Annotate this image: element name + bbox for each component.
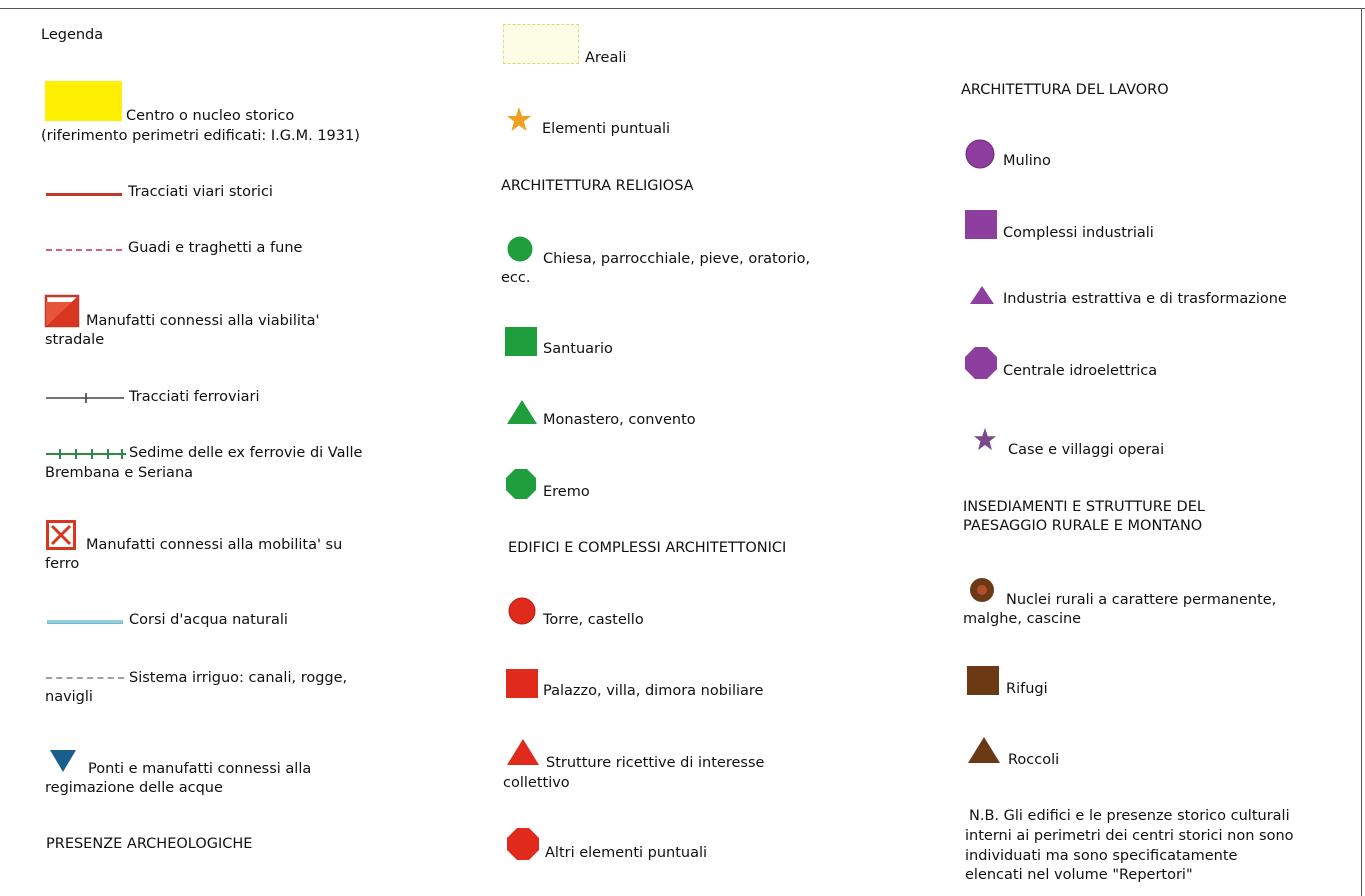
palazzo-square-icon: [506, 669, 538, 698]
insediamenti-heading-2: PAESAGGIO RURALE E MONTANO: [963, 518, 1203, 534]
complessi-label: Complessi industriali: [1003, 225, 1154, 241]
sedime-ex-ferrovie-symbol: [46, 447, 126, 461]
chiesa-label-2: ecc.: [501, 270, 531, 286]
centrale-octagon-icon: [965, 347, 997, 379]
architettura-lavoro-heading: ARCHITETTURA DEL LAVORO: [961, 82, 1169, 98]
nuclei-rurali-circle-icon: [969, 577, 995, 603]
mobilita-label-1: Manufatti connessi alla mobilita' su: [86, 537, 343, 553]
manufatti-mobilita-ferro-icon: [46, 520, 76, 550]
corsi-label: Corsi d'acqua naturali: [129, 612, 288, 628]
rifugi-square-icon: [967, 666, 999, 695]
eremo-octagon-icon: [506, 469, 536, 499]
torre-label: Torre, castello: [543, 612, 644, 628]
case-operai-star-icon: [973, 427, 997, 451]
manufatti-viab-label-2: stradale: [45, 332, 105, 348]
altri-label: Altri elementi puntuali: [545, 845, 708, 861]
nb-note-line-3: individuati ma sono specificatamente: [965, 848, 1238, 864]
legend-title: Legenda: [41, 27, 104, 43]
roccoli-label: Roccoli: [1008, 752, 1060, 768]
centro-label-1: Centro o nucleo storico: [126, 108, 295, 124]
chiesa-label-1: Chiesa, parrocchiale, pieve, oratorio,: [543, 251, 811, 267]
tracciati-viari-line-symbol: [46, 193, 122, 196]
edifici-complessi-heading: EDIFICI E COMPLESSI ARCHITETTONICI: [508, 540, 787, 556]
ponti-label-2: regimazione delle acque: [45, 780, 223, 796]
torre-circle-icon: [508, 597, 536, 625]
mobilita-label-2: ferro: [45, 556, 80, 572]
nb-note-line-2: interni ai perimetri dei centri storici non sono: [965, 828, 1294, 844]
frame-top-border: [0, 8, 1365, 9]
ponti-triangle-icon: [50, 750, 76, 772]
ferrovia-symbol: [46, 391, 124, 405]
centro-label-2: (riferimento perimetri edificati: I.G.M. 1931): [41, 128, 360, 144]
rifugi-label: Rifugi: [1006, 681, 1048, 697]
centrale-label: Centrale idroelettrica: [1003, 363, 1158, 379]
mulino-circle-icon: [965, 139, 995, 169]
nb-note-line-1: N.B. Gli edifici e le presenze storico culturali: [969, 808, 1290, 824]
santuario-label: Santuario: [543, 341, 613, 357]
sistema-irriguo-dashed-symbol: [46, 677, 124, 679]
sedime-label-1: Sedime delle ex ferrovie di Valle: [129, 445, 363, 461]
case-label: Case e villaggi operai: [1008, 442, 1165, 458]
strutture-label-2: collettivo: [503, 775, 570, 791]
areali-label: Areali: [585, 50, 627, 66]
corsi-acqua-line-symbol: [47, 620, 123, 624]
guadi-label: Guadi e traghetti a fune: [128, 240, 303, 256]
puntuali-label: Elementi puntuali: [542, 121, 671, 137]
eremo-label: Eremo: [543, 484, 590, 500]
sedime-label-2: Brembana e Seriana: [45, 465, 194, 481]
roccoli-triangle-icon: [967, 736, 1001, 764]
nuclei-label-1: Nuclei rurali a carattere permanente,: [1006, 592, 1277, 608]
industria-estrattiva-triangle-icon: [969, 285, 995, 305]
monastero-label: Monastero, convento: [543, 412, 696, 428]
frame-right-border: [1361, 8, 1362, 896]
ferroviari-label: Tracciati ferroviari: [129, 389, 260, 405]
altri-octagon-icon: [507, 828, 539, 860]
santuario-square-icon: [505, 327, 537, 356]
guadi-dashed-symbol: [46, 249, 122, 251]
irriguo-label-1: Sistema irriguo: canali, rogge,: [129, 670, 348, 686]
architettura-religiosa-heading: ARCHITETTURA RELIGIOSA: [501, 178, 694, 194]
estrattiva-label: Industria estrattiva e di trasformazione: [1003, 291, 1287, 307]
irriguo-label-2: navigli: [45, 689, 93, 705]
strutture-label-1: Strutture ricettive di interesse: [546, 755, 765, 771]
palazzo-label: Palazzo, villa, dimora nobiliare: [543, 683, 764, 699]
ponti-label-1: Ponti e manufatti connessi alla: [88, 761, 312, 777]
presenze-archeologiche-heading: PRESENZE ARCHEOLOGICHE: [46, 836, 253, 852]
areali-swatch: [503, 24, 579, 64]
centro-storico-swatch: [45, 81, 122, 121]
strutture-triangle-icon: [506, 738, 540, 766]
nuclei-label-2: malghe, cascine: [963, 611, 1082, 627]
monastero-triangle-icon: [506, 399, 538, 425]
star-icon: [506, 106, 532, 132]
complessi-industriali-square-icon: [965, 210, 997, 239]
viari-label: Tracciati viari storici: [128, 184, 273, 200]
insediamenti-heading-1: INSEDIAMENTI E STRUTTURE DEL: [963, 499, 1205, 515]
manufatti-viab-label-1: Manufatti connessi alla viabilita': [86, 313, 320, 329]
chiesa-circle-icon: [507, 236, 533, 262]
mulino-label: Mulino: [1003, 153, 1051, 169]
nb-note-line-4: elencati nel volume "Repertori": [965, 867, 1193, 883]
manufatti-viabilita-icon: [46, 296, 78, 326]
